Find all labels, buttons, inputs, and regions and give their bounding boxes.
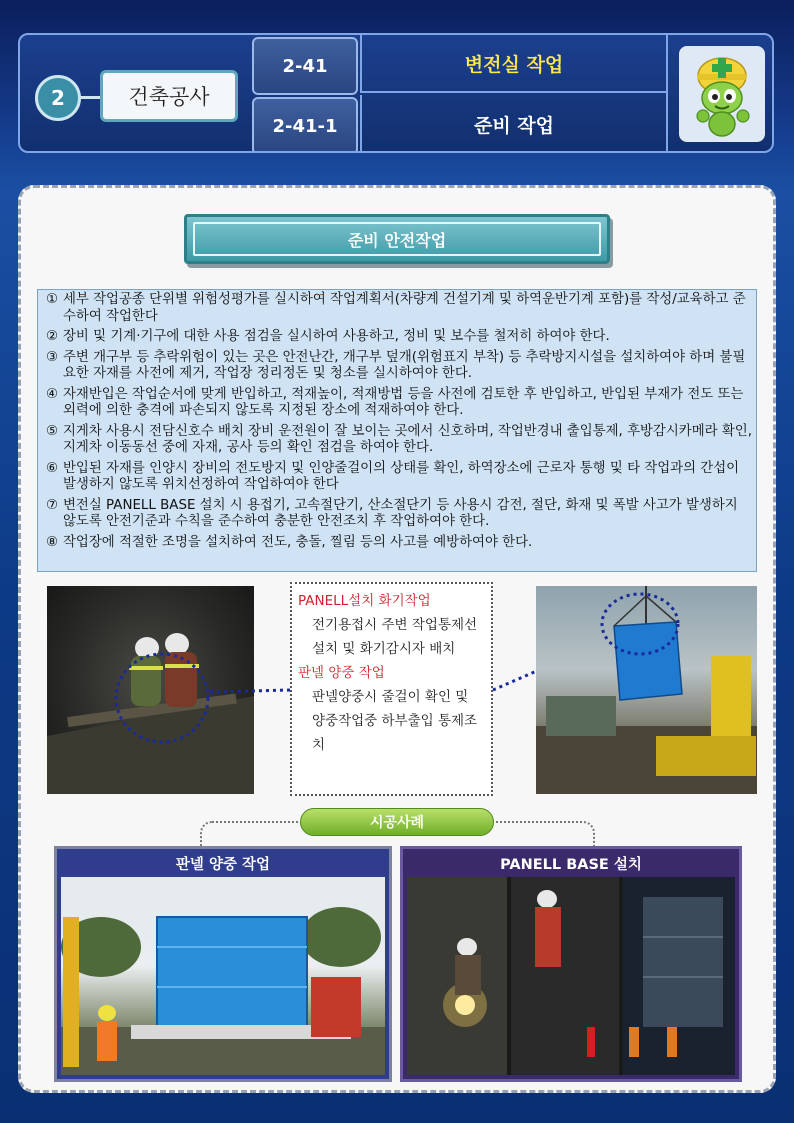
list-item: ⑦ 변전실 PANELL BASE 설치 시 용접기, 고속절단기, 산소절단기 등 사용시 감전, 절단, 화재 및 폭발 사고가 발생하지 않도록 안전기준과 수칙을 준수하여 충분한 안전조치 후 작업하여야 한다. (46, 497, 738, 529)
note-text: 판넬양중시 줄걸이 확인 및 양중작업중 하부출입 통제조치 (312, 689, 478, 753)
subsection-code: 2-41-1 (252, 97, 358, 153)
list-item: ③ 주변 개구부 등 추락위험이 있는 곳은 안전난간, 개구부 덮개(위험표지 부착) 등 추락방지시설을 설치하여야 하며 불필요한 자재를 사전에 제거, 작업장 정리정돈 및 청소를 실시하여야 한다. (46, 349, 746, 381)
panel-lifting-case-photo (61, 877, 385, 1075)
case-title: PANELL BASE 설치 (500, 856, 642, 873)
panel-lifting-photo (536, 586, 757, 794)
case-panel-base (400, 846, 742, 1082)
list-item: ⑥ 반입된 자재를 인양시 장비의 전도방지 및 인양줄걸이의 상태를 확인, 하역장소에 근로자 통행 및 타 작업과의 간섭이 발생하지 않도록 위치선정하여 작업하여야 한다 (46, 460, 740, 492)
page-subtitle: 준비 작업 (360, 95, 666, 153)
list-item: ② 장비 및 기계·기구에 대한 사용 점검을 실시하여 사용하고, 정비 및 보수를 철저히 하여야 한다. (46, 329, 610, 344)
note-heading: 판넬 양중 작업 (298, 665, 385, 681)
section-title: 준비 안전작업 (347, 230, 447, 250)
case-panel-lifting (54, 846, 392, 1082)
list-item: ⑤ 지게차 사용시 전담신호수 배치 장비 운전원이 잘 보이는 곳에서 신호하며, 작업반경내 출입통제, 후방감시카메라 확인, 지게차 이동동선 중에 자재, 공사 등의 확인 점검을 하여야 한다. (46, 423, 752, 455)
case-title: 판넬 양중 작업 (175, 856, 271, 873)
cases-label: 시공사례 (300, 808, 494, 836)
note-heading: PANELL설치 화기작업 (298, 593, 431, 609)
list-item: ④ 자재반입은 작업순서에 맞게 반입하고, 적재높이, 적재방법 등을 사전에 검토한 후 반입하고, 반입된 부재가 전도 또는 외력에 의한 충격에 파손되지 않도록 지정된 장소에 적재하여야 한다. (46, 386, 744, 418)
panel-base-case-photo (407, 877, 735, 1075)
note-text: 전기용접시 주변 작업통제선 설치 및 화기감시자 배치 (312, 617, 478, 657)
chapter-number-badge: 2 (35, 75, 81, 121)
chapter-name: 건축공사 (100, 70, 238, 122)
list-item: ① 세부 작업공종 단위별 위험성평가를 실시하여 작업계획서(차량계 건설기계 및 하역운반기계 포함)를 작성/교육하고 준수하여 작업한다 (46, 292, 746, 324)
page-title: 변전실 작업 (360, 35, 666, 93)
list-item: ⑧ 작업장에 적절한 조명을 설치하여 전도, 충돌, 찔림 등의 사고를 예방하여야 한다. (46, 534, 533, 550)
section-code: 2-41 (252, 37, 358, 95)
